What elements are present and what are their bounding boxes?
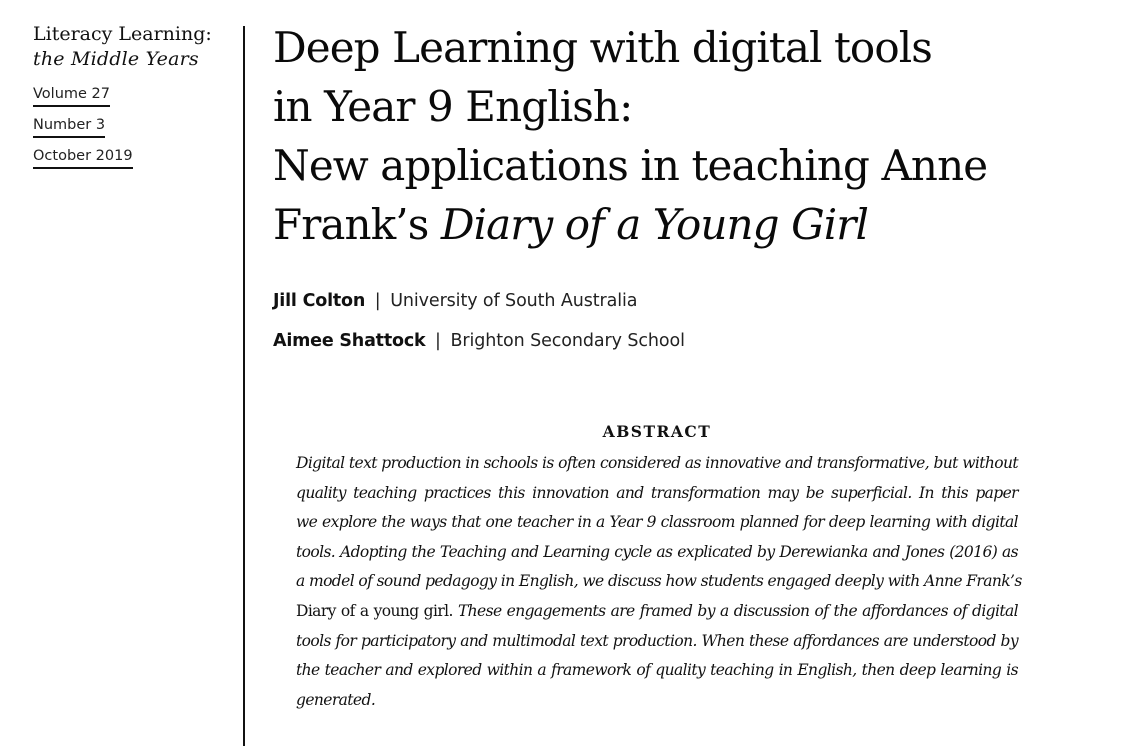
vertical-divider	[243, 26, 245, 746]
title-line-4-prefix: Frank’s	[273, 200, 441, 249]
author-name: Jill Colton	[273, 291, 366, 311]
author-list	[273, 288, 685, 368]
journal-info	[33, 22, 233, 176]
journal-subtitle: the Middle Years	[33, 48, 199, 70]
journal-number: Number 3	[33, 117, 105, 138]
title-line-2: in Year 9 English:	[273, 82, 633, 131]
author-separator: |	[374, 291, 381, 311]
journal-name: Literacy Learning:	[33, 23, 212, 45]
abstract-book-title: Diary of a young girl.	[296, 601, 453, 620]
journal-volume: Volume 27	[33, 86, 110, 107]
author-row	[273, 288, 685, 328]
author-affiliation: Brighton Secondary School	[450, 331, 685, 351]
title-line-1: Deep Learning with digital tools	[273, 23, 932, 72]
journal-issue-list	[33, 83, 233, 176]
title-book-name: Diary of a Young Girl	[440, 200, 868, 249]
abstract-line: quality teaching practices this innovation and transformation may be superficial. In this paper	[296, 483, 1018, 502]
abstract-line-rest: These engagements are framed by a discussion of the affordances of digital	[452, 601, 1018, 620]
abstract-line	[296, 597, 1018, 627]
author-separator: |	[435, 331, 441, 351]
paper-title	[273, 18, 1113, 254]
abstract-line: a model of sound pedagogy in English, we discuss how students engaged deeply with Anne Frank’s	[296, 572, 1022, 591]
author-name: Aimee Shattock	[273, 331, 426, 351]
journal-date: October 2019	[33, 148, 133, 169]
abstract-line: generated.	[296, 690, 376, 709]
abstract-line: we explore the ways that one teacher in a Year 9 classroom planned for deep learning with digital	[296, 513, 1018, 532]
author-row	[273, 328, 685, 368]
abstract-line: Digital text production in schools is often considered as innovative and transformative, but without	[296, 454, 1018, 472]
title-line-4	[273, 195, 1113, 254]
abstract-line: tools. Adopting the Teaching and Learning cycle as explicated by Derewianka and Jones (2016) as	[296, 542, 1018, 561]
abstract-line: the teacher and explored within a framework of quality teaching in English, then deep learning is	[296, 661, 1018, 680]
abstract-line: tools for participatory and multimodal text production. When these affordances are understood by	[296, 631, 1018, 650]
author-affiliation: University of South Australia	[390, 291, 638, 311]
title-line-3: New applications in teaching Anne	[273, 141, 988, 190]
abstract-heading: ABSTRACT	[602, 422, 712, 441]
abstract-body	[296, 449, 1022, 715]
